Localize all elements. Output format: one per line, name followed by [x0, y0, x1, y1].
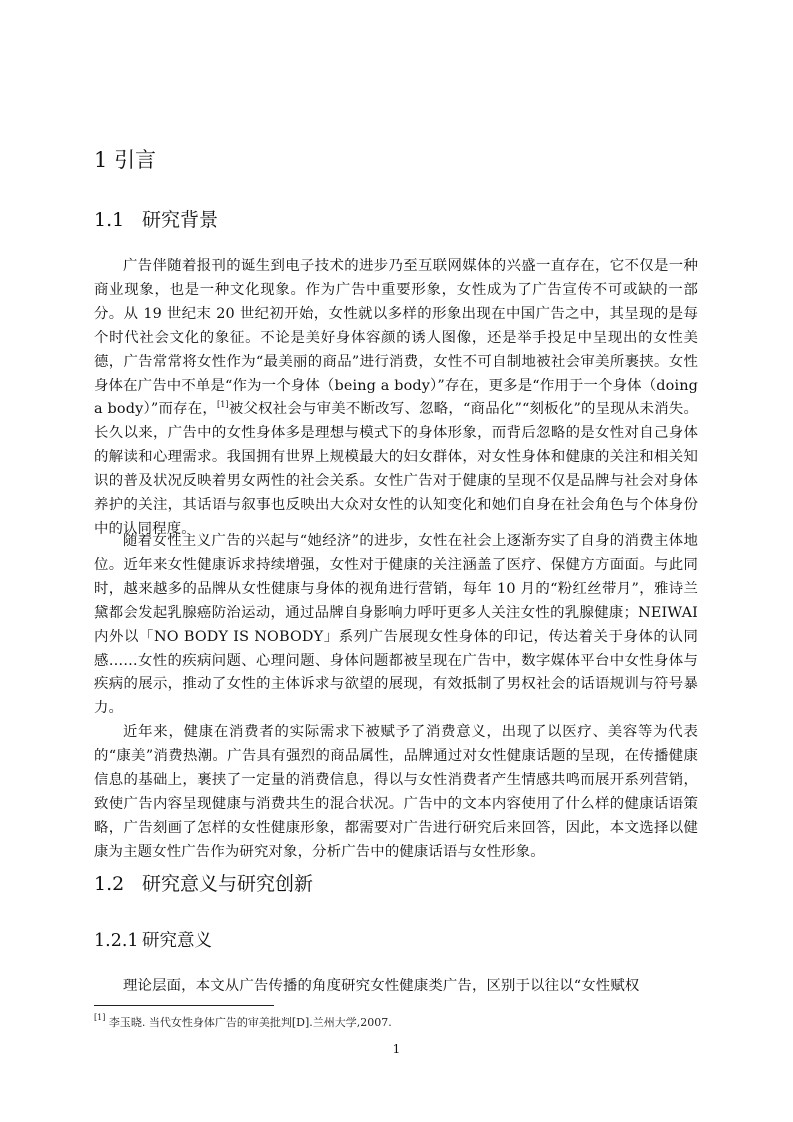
footnote-mark: [1]	[94, 1013, 106, 1022]
subsection-number: 1.2.1	[94, 931, 139, 951]
section-heading-1-1	[94, 207, 218, 233]
section-number: 1.1	[94, 209, 125, 231]
subsection-title: 研究意义	[142, 931, 212, 951]
section-title: 研究背景	[142, 209, 219, 231]
section-title: 研究意义与研究创新	[142, 873, 314, 895]
body-paragraph-1: 广告伴随着报刊的诞生到电子技术的进步乃至互联网媒体的兴盛一直存在，它不仅是一种商业现象，也是一种文化现象。作为广告中重要形象，女性成为了广告宣传不可或缺的一部分。从 19 世纪末 20 世纪初开始，女性就以多样的形象出现在中国广告之中，其呈现的是每个时代社会文化的象征。不论是美好身体容颜的诱人图像，还是举手投足中呈现出的女性美德，广告常常将女性作为“最美丽的商品”进行消费，女性不可自制地被社会审美所裹挟。女性身体在广告中不单是“作为一个身体（being a body）”存在，更多是“作用于一个身体（doing a body）”而存在，[1]被父权社会与审美不断改写、忽略，“商品化”“刻板化”的呈现从未消失。长久以来，广告中的女性身体多是理想与模式下的身体形象，而背后忽略的是女性对自己身体的解读和心理需求。我国拥有世界上规模最大的妇女群体，对女性身体和健康的关注和相关知识的普及状况反映着男女两性的社会关系。女性广告对于健康的呈现不仅是品牌与社会对身体养护的关注，其话语与叙事也反映出大众对女性的认知变化和她们自身在社会角色与个体身份中的认同程度。	[94, 258, 698, 537]
body-paragraph-2: 随着女性主义广告的兴起与“她经济”的进步，女性在社会上逐渐夯实了自身的消费主体地位。近年来女性健康诉求持续增强，女性对于健康的关注涵盖了医疗、保健方方面面。与此同时，越来越多的品牌从女性健康与身体的视角进行营销，每年 10 月的“粉红丝带月”，雅诗兰黛都会发起乳腺癌防治运动，通过品牌自身影响力呼吁更多人关注女性的乳腺健康；NEIWAI 内外以「NO BODY IS NOBODY」系列广告展现女性身体的印记，传达着关于身体的认同感……女性的疾病问题、心理问题、身体问题都被呈现在广告中，数字媒体平台中女性身体与疾病的展示，推动了女性的主体诉求与欲望的展现，有效抵制了男权社会的话语规训与符号暴力。	[94, 533, 698, 717]
section-number: 1.2	[94, 873, 125, 895]
footnote	[94, 1013, 392, 1030]
chapter-heading	[94, 146, 156, 174]
footnote-text: 李玉晓. 当代女性身体广告的审美批判[D].兰州大学,2007.	[108, 1016, 392, 1029]
footnote-separator	[94, 1005, 274, 1006]
chapter-title: 引言	[114, 148, 157, 172]
footnote-reference: [1]	[217, 400, 229, 410]
page-number: 1	[392, 1042, 401, 1056]
section-heading-1-2	[94, 871, 313, 897]
chapter-number: 1	[94, 148, 108, 172]
body-paragraph-3: 近年来，健康在消费者的实际需求下被赋予了消费意义，出现了以医疗、美容等为代表的“康美”消费热潮。广告具有强烈的商品属性，品牌通过对女性健康话题的呈现，在传播健康信息的基础上，裹挟了一定量的消费信息，得以与女性消费者产生情感共鸣而展开系列营销，致使广告内容呈现健康与消费共生的混合状况。广告中的文本内容使用了什么样的健康话语策略，广告刻画了怎样的女性健康形象，都需要对广告进行研究后来回答，因此，本文选择以健康为主题女性广告作为研究对象，分析广告中的健康话语与女性形象。	[94, 724, 698, 860]
subsection-heading-1-2-1	[94, 928, 212, 954]
body-paragraph-4: 理论层面，本文从广告传播的角度研究女性健康类广告，区别于以往以“女性赋权	[123, 978, 640, 994]
